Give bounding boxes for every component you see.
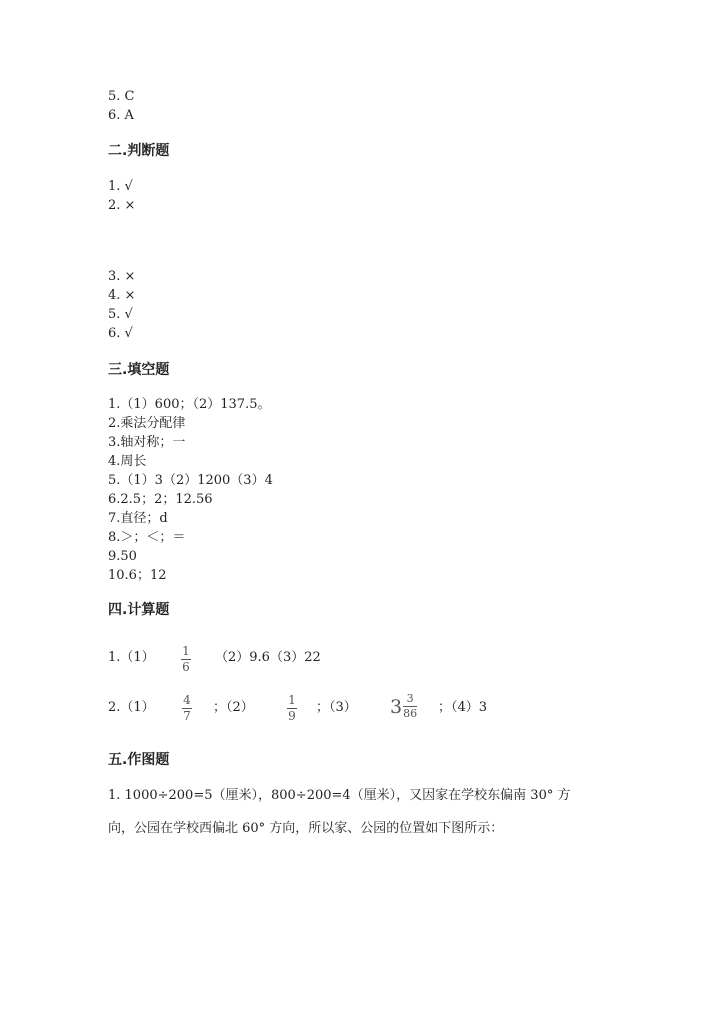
fill-in-item: 2.乘法分配律 [108,416,186,431]
calc-q2-sep2: ；（3） [316,700,357,715]
fraction-one-sixth [181,645,191,674]
section-heading-drawing: 五.作图题 [108,752,170,768]
fill-in-item: 8.＞；＜；＝ [108,530,186,545]
judgment-item: 2. × [108,198,136,213]
fill-in-item: 4.周长 [108,454,147,469]
answer-5: 5. C [108,89,135,104]
calc-q2-prefix: 2.（1） [108,700,155,715]
drawing-answer-line2: 向，公园在学校西偏北 60° 方向，所以家、公园的位置如下图所示： [108,821,504,836]
judgment-item: 5. √ [108,307,133,322]
fraction-one-ninth [287,694,297,723]
fraction-denominator: 9 [288,709,296,723]
answer-6: 6. A [108,108,134,123]
section-heading-judgment: 二.判断题 [108,143,170,159]
drawing-answer-line1: 1. 1000÷200=5（厘米），800÷200=4（厘米），又因家在学校东偏南 30° 方 [108,788,571,803]
section-heading-fill-in: 三.填空题 [108,362,170,378]
calc-q2-sep1: ；（2） [213,700,254,715]
fraction-four-sevenths [182,694,192,723]
fill-in-item: 3.轴对称；一 [108,435,186,450]
fill-in-item: 7.直径；d [108,511,168,526]
fill-in-item: 6.2.5；2；12.56 [108,492,213,507]
mixed-fraction [403,693,417,720]
mixed-whole: 3 [390,695,403,718]
fraction-numerator: 1 [182,644,190,658]
fill-in-item: 9.50 [108,549,137,564]
calc-q1-rest: （2）9.6（3）22 [215,650,321,665]
fill-in-item: 10.6；12 [108,568,167,583]
fraction-numerator: 4 [183,693,191,707]
fill-in-item: 5.（1）3（2）1200（3）4 [108,473,273,488]
judgment-item: 1. √ [108,179,133,194]
judgment-item: 3. × [108,269,136,284]
calc-q1-prefix: 1.（1） [108,650,155,665]
fraction-denominator: 86 [403,707,418,720]
judgment-item: 6. √ [108,326,133,341]
calc-q2-sep3: ；（4）3 [438,700,488,715]
mixed-number [390,693,417,720]
fraction-denominator: 6 [182,660,190,674]
section-heading-calculation: 四.计算题 [108,602,170,618]
judgment-item: 4. × [108,288,136,303]
fraction-numerator: 3 [406,692,414,705]
fraction-numerator: 1 [288,693,296,707]
fraction-denominator: 7 [183,709,191,723]
fill-in-item: 1.（1）600；（2）137.5。 [108,397,271,412]
